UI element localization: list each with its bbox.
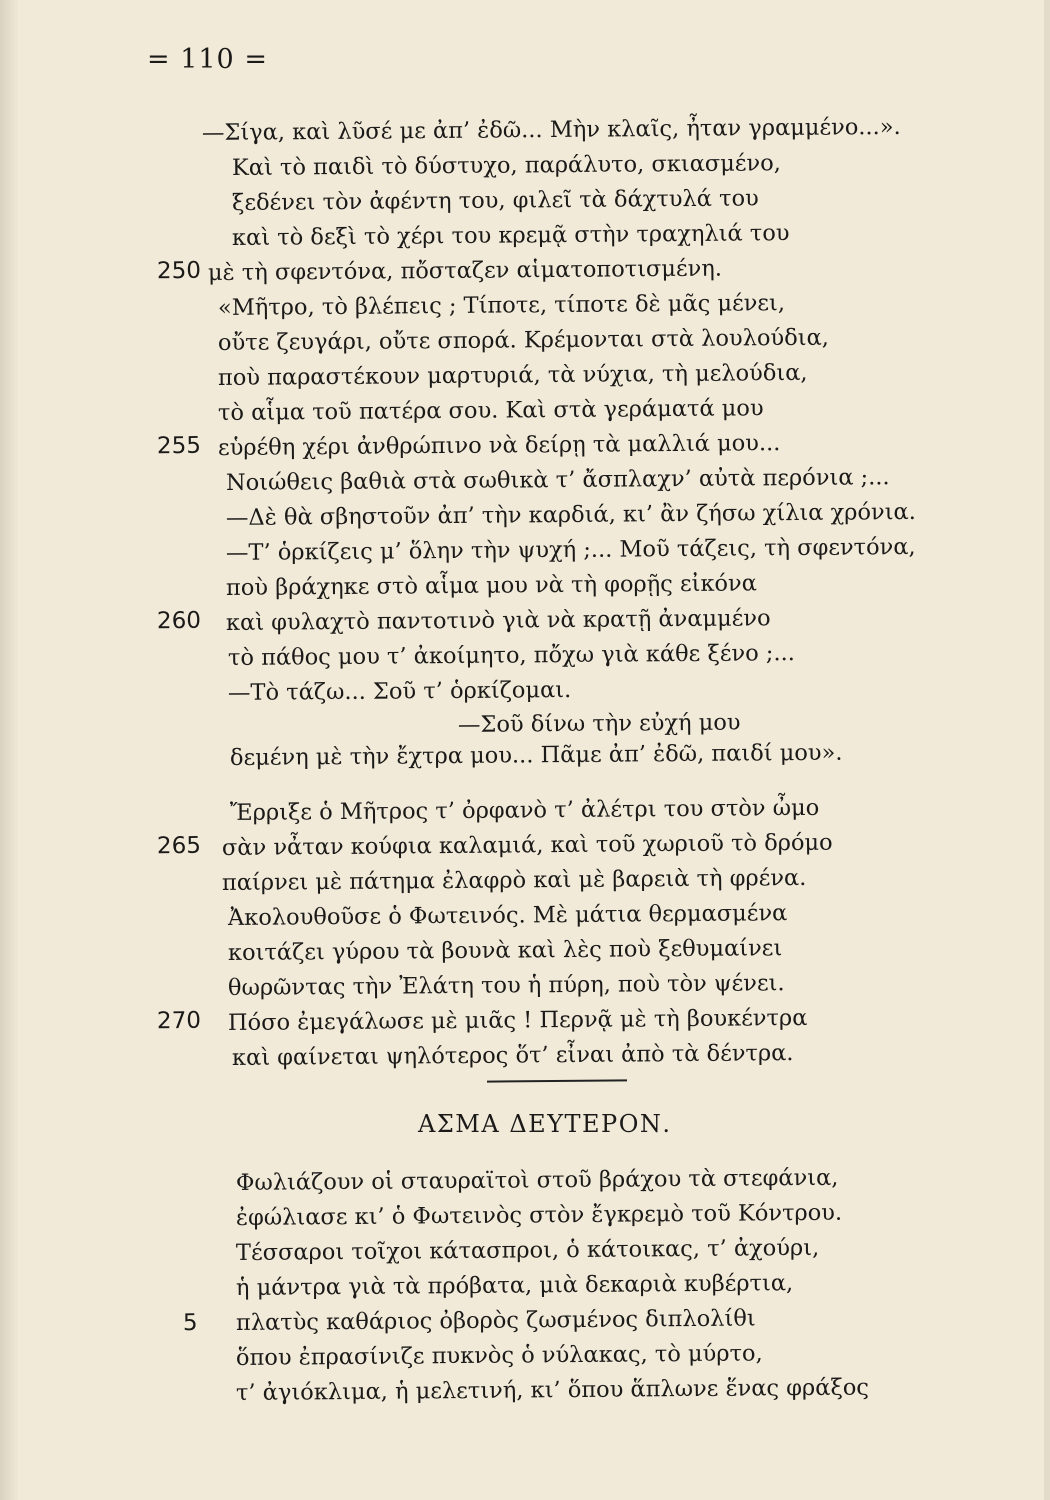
section-divider — [487, 1079, 627, 1082]
line-number: 250 — [156, 257, 202, 285]
verse-line: ποὺ παραστέκουν μαρτυριά, τὰ νύχια, τὴ μελούδια, — [217, 359, 808, 391]
verse-line: ὅπου ἐπρασίνιζε πυκνὸς ὁ νύλακας, τὸ μύρτο, — [235, 1340, 763, 1371]
verse-line: —Σίγα, καὶ λῦσέ με ἀπ’ ἐδῶ... Μὴν κλαῖς, ἦταν γραμμένο...». — [201, 113, 901, 146]
line-number: 265 — [156, 832, 202, 860]
verse-line: καὶ τὸ δεξὶ τὸ χέρι του κρεμᾷ στὴν τραχηλιά του — [231, 220, 790, 251]
page-number-header: = 110 = — [147, 44, 268, 75]
verse-line: Νοιώθεις βαθιὰ στὰ σωθικὰ τ’ ἄσπλαχν’ αὐτὰ περόνια ;... — [225, 464, 890, 496]
verse-line: οὔτε ζευγάρι, οὔτε σπορά. Κρέμονται στὰ λουλούδια, — [217, 324, 829, 356]
verse-line: εὑρέθη χέρι ἀνθρώπινο νὰ δείρῃ τὰ μαλλιά μου... — [217, 430, 781, 461]
verse-line: Τέσσαροι τοῖχοι κάτασπροι, ὁ κάτοικας, τ’ ἀχούρι, — [235, 1234, 820, 1266]
verse-line: μὲ τὴ σφεντόνα, πὄσταζεν αἱματοποτισμένη. — [207, 255, 723, 286]
line-number: 5 — [182, 1309, 198, 1337]
verse-line: θωρῶντας τὴν Ἐλάτη του ἡ πύρη, ποὺ τὸν ψένει. — [227, 970, 785, 1001]
section-title: ΑΣΜΑ ΔΕΥΤΕΡΟΝ. — [418, 1110, 672, 1138]
verse-line: τὸ πάθος μου τ’ ἀκοίμητο, πὄχω γιὰ κάθε ξένο ;... — [227, 640, 795, 671]
verse-line: ποὺ βράχηκε στὸ αἷμα μου νὰ τὴ φορῇς εἰκόνα — [225, 570, 757, 601]
verse-line: —Τὸ τάζω... Σοῦ τ’ ὁρκίζομαι. — [227, 677, 572, 706]
verse-line: Ἀκολουθοῦσε ὁ Φωτεινός. Μὲ μάτια θερμασμένα — [227, 900, 788, 931]
verse-line: σὰν νἆταν κούφια καλαμιά, καὶ τοῦ χωριοῦ τὸ δρόμο — [221, 829, 833, 861]
verse-line: καὶ φυλαχτὸ παντοτινὸ γιὰ νὰ κρατῇ ἀναμμένο — [225, 605, 771, 636]
verse-line: τ’ ἀγιόκλιμα, ἡ μελετινή, κι’ ὅπου ἅπλωνε ἕνας φράξος — [235, 1374, 870, 1406]
verse-line: Πόσο ἐμεγάλωσε μὲ μιᾶς ! Περνᾷ μὲ τὴ βουκέντρα — [227, 1004, 808, 1036]
verse-line: παίρνει μὲ πάτημα ἐλαφρὸ καὶ μὲ βαρειὰ τὴ φρένα. — [221, 864, 807, 896]
verse-line: «Μῆτρο, τὸ βλέπεις ; Τίποτε, τίποτε δὲ μᾶς μένει, — [217, 290, 786, 321]
verse-line: καὶ φαίνεται ψηλότερος ὅτ’ εἶναι ἀπὸ τὰ δέντρα. — [231, 1040, 794, 1071]
verse-line: ἐφώλιασε κι’ ὁ Φωτεινὸς στὸν ἔγκρεμὸ τοῦ Κόντρου. — [235, 1199, 843, 1231]
verse-line: δεμένη μὲ τὴν ἔχτρα μου... Πᾶμε ἀπ’ ἐδῶ, παιδί μου». — [229, 739, 843, 771]
verse-line: ἡ μάντρα γιὰ τὰ πρόβατα, μιὰ δεκαριὰ κυβέρτια, — [235, 1270, 794, 1301]
verse-line: —Τ’ ὁρκίζεις μ’ ὅλην τὴν ψυχή ;... Μοῦ τάζεις, τὴ σφεντόνα, — [225, 533, 916, 566]
line-number: 260 — [156, 607, 202, 635]
verse-line: ξεδένει τὸν ἀφέντη του, φιλεῖ τὰ δάχτυλά του — [231, 185, 759, 216]
line-number: 270 — [156, 1007, 202, 1035]
verse-line: πλατὺς καθάριος ὀβορὸς ζωσμένος διπλολίθι — [235, 1305, 756, 1336]
verse-line: Ἔρριξε ὁ Μῆτρος τ’ ὀρφανὸ τ’ ἀλέτρι του στὸν ὦμο — [229, 794, 820, 826]
verse-line: Φωλιάζουν οἱ σταυραϊτοὶ στοῦ βράχου τὰ στεφάνια, — [235, 1164, 839, 1196]
verse-line: τὸ αἷμα τοῦ πατέρα σου. Καὶ στὰ γεράματά μου — [217, 395, 764, 426]
verse-line: Καὶ τὸ παιδὶ τὸ δύστυχο, παράλυτο, σκιασμένο, — [231, 150, 781, 181]
verse-line: κοιτάζει γύρου τὰ βουνὰ καὶ λὲς ποὺ ξεθυμαίνει — [227, 935, 783, 966]
verse-line: —Σοῦ δίνω τὴν εὐχή μου — [457, 709, 741, 738]
verse-line: —Δὲ θὰ σβηστοῦν ἀπ’ τὴν καρδιά, κι’ ἂν ζήσω χίλια χρόνια. — [225, 498, 916, 531]
line-number: 255 — [156, 432, 202, 460]
